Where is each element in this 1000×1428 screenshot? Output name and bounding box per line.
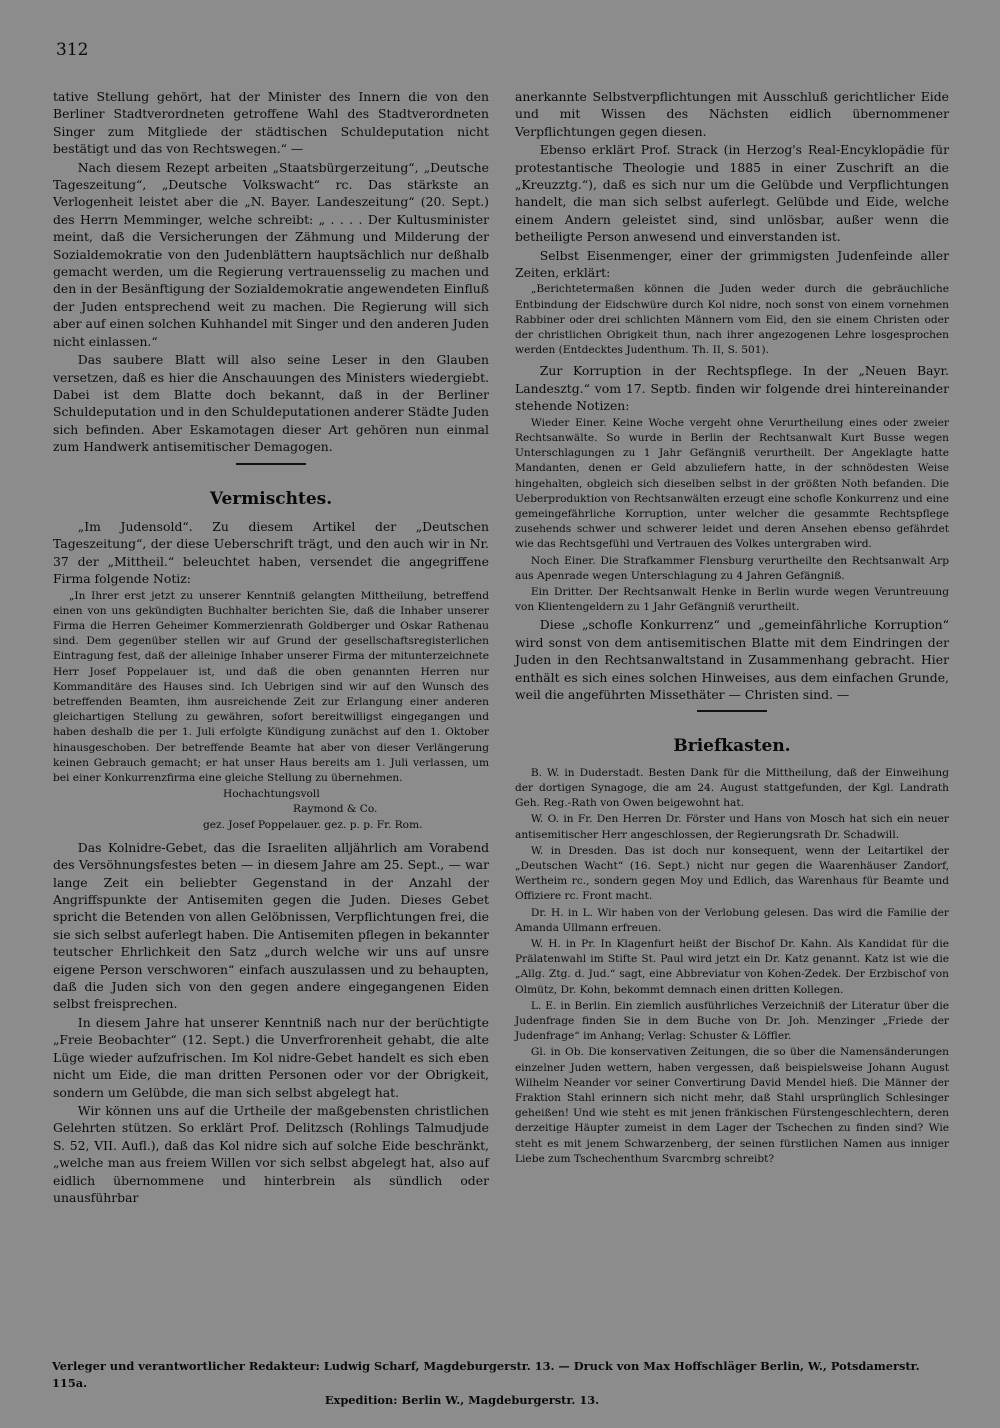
left-column <box>53 88 489 1207</box>
notice-item: Ein Dritter. Der Rechtsanwalt Henke in Berlin wurde wegen Veruntreuung von Klientengeldern zu 1 Jahr Gefängniß verurtheilt. <box>515 585 949 614</box>
article-paragraph: Das saubere Blatt will also seine Leser in den Glauben versetzen, daß es hier die Anschauungen des Ministers wiedergiebt. Dabei ist dem Blatte doch bekannt, daß in der Berliner Schuldeputation und in den Schuldeputationen anderer Städte Juden sich befinden. Aber Eskamotagen dieser Art gehören nun einmal zum Handwerk antisemitischer Demagogen. <box>53 352 489 455</box>
section-divider <box>697 710 767 712</box>
article-paragraph: Diese „schofle Konkurrenz“ und „gemeinfährliche Korruption“ wird sonst von dem antisemitischen Blatte mit dem Eindringen der Juden in den Rechtsanwaltstand in Zusammenhang gebracht. Hier enthält es sich eines solchen Hinweises, aus dem einfachen Grunde, weil die angeführten Missethäter — Christen sind. — <box>515 617 949 702</box>
article-paragraph: Das Kolnidre-Gebet, das die Israeliten alljährlich am Vorabend des Versöhnungsfestes beten — in diesem Jahre am 25. Sept., — war lange Zeit ein beliebter Gegenstand in der Anzahl der Angriffspunkte der Antisemiten gegen die Juden. Dieses Gebet spricht die Betenden von allen Gelöbnissen, Verpflichtungen frei, die sie sich selbst auferlegt haben. Die Antisemiten pflegen in bekannter teutscher Ehrlichkeit den Satz „durch welche wir uns auf unsre eigene Person verschworen“ einfach auszulassen und zu behaupten, daß die Juden sich von den gegen andere eingegangenen Eiden selbst freisprechen. <box>53 839 489 1012</box>
signature-line: Hochachtungsvoll <box>223 788 320 801</box>
article-paragraph: In diesem Jahre hat unserer Kenntniß nach nur der berüchtigte „Freie Beobachter“ (12. Sept.) die Unverfrorenheit gehabt, die alte Lüge wieder aufzufrischen. Im Kol nidre-Gebet handelt es sich eben nicht um Eide, die man dritten Personen oder vor der Obrigkeit, sondern um Gelübde, die man sich selbst abgelegt hat. <box>53 1014 489 1100</box>
article-paragraph: tative Stellung gehört, hat der Minister des Innern die von den Berliner Stadtverordneten getroffene Wahl des Stadtverordneten Singer zum Mitgliede der städtischen Schuldeputation nicht bestätigt und das von Rechtswegen.“ — <box>53 89 489 157</box>
right-column <box>515 88 949 1168</box>
quote-text: „In Ihrer erst jetzt zu unserer Kenntniß gelangten Mittheilung, betreffend einen von uns gekündigten Buchhalter berichten Sie, daß die Inhaber unserer Firma die Herren Geheimer Kommerzienrath Goldberger und Oskar Rathenau sind. Dem gegenüber stellen wir auf Grund der gesellschaftsregisterlichen Eintragung fest, daß der alleinige Inhaber unserer Firma der mitunterzeichnete Herr Josef Poppelauer ist, und daß die oben genannten Herren nur Kommanditäre des Hauses sind. Ich Uebrigen sind wir auf den Wunsch des betreffenden Beamten, ihm ausreichende Zeit zur Erlangung einer anderen gleichartigen Stellung zu gewähren, sofort bereitwilligst eingegangen und haben deshalb die per 1. Juli erfolgte Kündigung zunächst auf den 1. Oktober hinausgeschoben. Der betreffende Beamte hat aber von dieser Verlängerung keinen Gebrauch gemacht; er hat unser Haus bereits am 1. Juli verlassen, um bei einer Konkurrenzfirma eine gleiche Stellung zu übernehmen. <box>53 589 489 784</box>
letter-reply: W. H. in Pr. In Klagenfurt heißt der Bischof Dr. Kahn. Als Kandidat für die Prälatenwahl im Stifte St. Paul wird jetzt ein Dr. Katz genannt. Katz ist wie die „Allg. Ztg. d. Jud.“ sagt, eine Abbreviatur von Kohen-Zedek. Der Erzbischof von Olmütz, Dr. Kohn, bekommt demnach einen dritten Kollegen. <box>515 938 949 996</box>
letter-reply: B. W. in Duderstadt. Besten Dank für die Mittheilung, daß der Einweihung der dortigen Synagoge, die am 24. August stattgefunden, der Kgl. Landrath Geh. Reg.-Rath von Owen beigewohnt hat. <box>515 766 949 810</box>
notice-item: Noch Einer. Die Strafkammer Flensburg verurtheilte den Rechtsanwalt Arp aus Apenrade wegen Unterschlagung zu 4 Jahren Gefängniß. <box>515 554 949 582</box>
signature-block <box>53 787 489 833</box>
quoted-notice <box>53 589 489 833</box>
article-paragraph: Zur Korruption in der Rechtspflege. In der „Neuen Bayr. Landesztg.“ vom 17. Septb. finden wir folgende drei hintereinander stehende Notizen: <box>515 363 949 414</box>
section-heading-vermischtes: Vermischtes. <box>209 488 333 509</box>
article-paragraph: Ebenso erklärt Prof. Strack (in Herzog's Real-Encyklopädie für protestantische Theologie und 1885 in einer Zuschrift an die „Kreuzztg.“), daß es sich nur um die Gelübde und Verpflichtungen handelt, die man sich selbst auferlegt. Gelübde und Eide, welche einem Andern geleistet sind, sind unlösbar, außer wenn die betheiligte Person anwesend und einverstanden ist. <box>515 142 949 245</box>
page-number: 312 <box>56 40 89 60</box>
article-paragraph: Wir können uns auf die Urtheile der maßgebensten christlichen Gelehrten stützen. So erklärt Prof. Delitzsch (Rohlings Talmudjude S. 52, VII. Aufl.), daß das Kol nidre sich auf solche Eide beschränkt, „welche man aus freiem Willen vor sich selbst abgelegt hat, also auf eidlich übernommene und hinterbrein als sündlich oder unausführbar <box>53 1102 489 1205</box>
imprint-line: Expedition: Berlin W., Magdeburgerstr. 13. <box>324 1393 600 1407</box>
imprint-footer <box>52 1358 952 1409</box>
signature-line: Raymond & Co. <box>293 803 378 816</box>
signature-line: gez. Josef Poppelauer. gez. p. p. Fr. Rom. <box>203 818 423 831</box>
letter-reply: L. E. in Berlin. Ein ziemlich ausführliches Verzeichniß der Literatur über die Judenfrage finden Sie in dem Buche von Dr. Joh. Menzinger „Friede der Judenfrage“ im Anhang; Verlag: Schuster & Löffler. <box>515 999 949 1043</box>
article-paragraph: Selbst Eisenmenger, einer der grimmigsten Judenfeinde aller Zeiten, erklärt: <box>515 247 949 281</box>
imprint-line: Verleger und verantwortlicher Redakteur: Ludwig Scharf, Magdeburgerstr. 13. — Druck von Max Hoffschläger Berlin, W., Potsdamerstr. 115a. <box>52 1359 920 1390</box>
section-divider <box>236 463 306 465</box>
quote-text: „Berichtetermaßen können die Juden weder durch die gebräuchliche Entbindung der Eidschwüre durch Kol nidre, noch sonst von einem vornehmen Rabbiner oder drei schlichten Männern vom Eid, den sie einem Christen oder der christlichen Obrigkeit thun, nach ihrer angezogenen Lehre losgesprochen werden (Entdecktes Judenthum. Th. II, S. 501). <box>515 283 949 357</box>
quoted-passage <box>515 282 949 358</box>
article-paragraph: anerkannte Selbstverpflichtungen mit Ausschluß gerichtlicher Eide und mit Wissen des Nächsten eidlich übernommener Verpflichtungen gegen diesen. <box>515 89 949 139</box>
quoted-notices <box>515 416 949 616</box>
letter-reply: W. in Dresden. Das ist doch nur konsequent, wenn der Leitartikel der „Deutschen Wacht“ (16. Sept.) nicht nur gegen die Waarenhäuser Zandorf, Wertheim rc., sondern gegen Moy und Edlich, das Warenhaus für Beamte und Offiziere rc. Front macht. <box>515 844 949 903</box>
letter-reply: W. O. in Fr. Den Herren Dr. Förster und Hans von Mosch hat sich ein neuer antisemitischer Herr angeschlossen, der Regierungsrath Dr. Schadwill. <box>515 813 949 841</box>
letters-box <box>515 766 949 1167</box>
letter-reply: Gl. in Ob. Die konservativen Zeitungen, die so über die Namensänderungen einzelner Juden wettern, haben vergessen, daß beispielsweise Johann August Wilhelm Neander vor seiner Convertirung David Mendel hieß. Die Männer der Fraktion Stahl erinnern sich nicht mehr, daß Stahl ursprünglich Schlesinger geheißen! Und wie steht es mit jenen fränkischen Fürstengeschlechtern, deren derzeitige Häupter zumeist in dem Lager der Tschechen zu finden sind? Wie steht es mit jenem Schwarzenberg, der seinen fürstlichen Namen aus inniger Liebe zum Tschechenthum Svarcmbrg schreibt? <box>515 1046 949 1165</box>
article-paragraph: Nach diesem Rezept arbeiten „Staatsbürgerzeitung“, „Deutsche Tageszeitung“, „Deutsche Volkswacht“ rc. Das stärkste an Verlogenheit leistet aber die „N. Bayer. Landeszeitung“ (20. Sept.) des Herrn Memminger, welche schreibt: „ . . . . Der Kultusminister meint, daß die Versicherungen der Zähmung und Milderung der Sozialdemokratie von den Judenblättern hauptsächlich nur deßhalb gemacht werden, um die Regierung vertrauensselig zu machen und den in der Besänftigung der Sozialdemokratie angewendeten Einfluß der Juden entsprechend weit zu machen. Die Regierung will sich aber auf einen solchen Kuhhandel mit Singer und den anderen Juden nicht einlassen.“ <box>53 159 489 349</box>
section-heading-briefkasten: Briefkasten. <box>673 736 791 757</box>
article-paragraph: „Im Judensold“. Zu diesem Artikel der „Deutschen Tageszeitung“, der diese Ueberschrift trägt, und den auch wir in Nr. 37 der „Mittheil.“ beleuchtet haben, versendet die angegriffene Firma folgende Notiz: <box>53 518 489 587</box>
notice-item: Wieder Einer. Keine Woche vergeht ohne Verurtheilung eines oder zweier Rechtsanwälte. So wurde in Berlin der Rechtsanwalt Kurt Busse wegen Unterschlagungen zu 1 Jahr Gefängniß verurtheilt. Der Angeklagte hatte Mandanten, denen er Geld abzuliefern hatte, in der schnödesten Weise hingehalten, obgleich sich dieselben selbst in der größten Noth befanden. Die Ueberproduktion von Rechtsanwälten erzeugt eine schofle Konkurrenz und eine gemeingefährliche Korruption, unter welcher die gesammte Rechtspflege zusehends schwer und schwerer leidet und deren Ansehen ebenso gefährdet wie das Rechtsgefühl und Vertrauen des Volkes untergraben wird. <box>515 416 949 551</box>
letter-reply: Dr. H. in L. Wir haben von der Verlobung gelesen. Das wird die Familie der Amanda Ullmann erfreuen. <box>515 906 949 934</box>
